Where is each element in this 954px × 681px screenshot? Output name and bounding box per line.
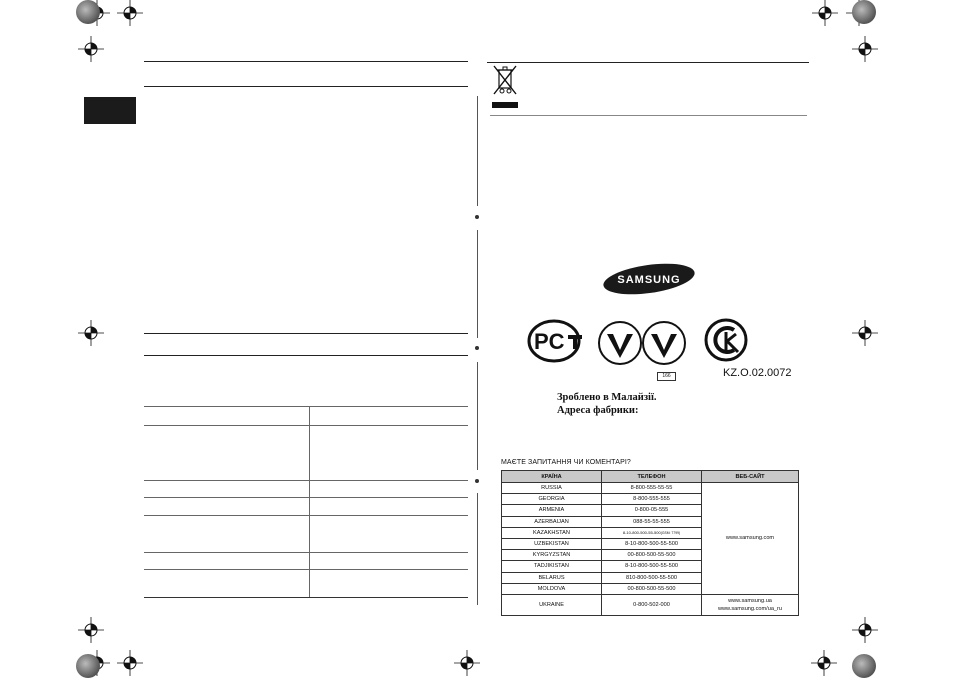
spec-table-rule (144, 406, 468, 407)
country-cell: BELARUS (502, 572, 602, 583)
country-cell: GEORGIA (502, 494, 602, 505)
registration-mark-icon (78, 617, 104, 643)
header-website: ВЕБ-САЙТ (702, 471, 799, 483)
fold-dot (475, 479, 479, 483)
spec-table-rule (144, 425, 468, 426)
registration-mark-icon (811, 650, 837, 676)
phone-cell (602, 550, 702, 561)
ua-cert-icon (597, 320, 689, 366)
country-cell: RUSSIA (502, 483, 602, 494)
left-mid-rule-2 (144, 355, 468, 356)
table-row (502, 483, 799, 494)
website-cell (702, 594, 799, 615)
samsung-logo (602, 263, 696, 295)
phone-cell (602, 583, 702, 594)
left-top-rule (144, 61, 468, 62)
registration-mark-icon (852, 320, 878, 346)
fold-line (477, 96, 478, 206)
spec-table-rule (144, 569, 468, 570)
website-cell: www.samsung.com (702, 483, 799, 595)
fold-dot (475, 215, 479, 219)
spec-table-rule (144, 552, 468, 553)
country-cell: AZERBAIJAN (502, 516, 602, 527)
phone-number: 00-800-500-55-500 (627, 585, 676, 592)
phone-cell (602, 494, 702, 505)
fold-line (477, 230, 478, 338)
phone-number: 810-800-500-55-500 (625, 574, 677, 581)
spec-table-divider (309, 406, 310, 597)
phone-note: (GSM: 7799) (660, 530, 681, 535)
registration-mark-icon (812, 0, 838, 26)
country-cell: UKRAINE (502, 594, 602, 615)
spec-table-rule (144, 480, 468, 481)
color-bar-disc (76, 0, 100, 24)
country-cell: TADJIKISTAN (502, 561, 602, 572)
phone-number: 8-800-555-55-55 (630, 485, 673, 492)
made-in-line: Зроблено в Малайзії. (557, 392, 657, 403)
registration-mark-icon (117, 0, 143, 26)
left-mid-rule (144, 333, 468, 334)
spec-table-rule (144, 597, 468, 598)
website-link: www.samsung.ua (728, 597, 772, 604)
country-cell: MOLDOVA (502, 583, 602, 594)
color-bar-disc (852, 654, 876, 678)
color-bar-disc (852, 0, 876, 24)
right-sub-rule (490, 115, 807, 116)
registration-mark-icon (852, 617, 878, 643)
country-cell: KAZAKHSTAN (502, 527, 602, 538)
country-cell: ARMENIA (502, 505, 602, 516)
fold-line (477, 362, 478, 470)
registration-mark-icon (852, 36, 878, 62)
website-link: www.samsung.com/ua_ru (717, 605, 783, 612)
contact-table (501, 470, 799, 616)
header-country: КРАЇНА (502, 471, 602, 483)
table-row (502, 594, 799, 615)
fold-line (477, 493, 478, 605)
phone-cell (602, 561, 702, 572)
header-phone: ТЕЛЕФОН (602, 471, 702, 483)
phone-number: 0-800-05-555 (634, 507, 669, 514)
phone-cell (602, 516, 702, 527)
svg-text:PC: PC (534, 329, 565, 354)
pct-cert-icon (526, 319, 586, 363)
language-tab (84, 97, 136, 124)
cert-small-mark: 166 (657, 372, 676, 381)
registration-mark-icon (454, 650, 480, 676)
registration-mark-icon (78, 320, 104, 346)
color-bar-disc (76, 654, 100, 678)
contact-question: МАЄТЕ ЗАПИТАННЯ ЧИ КОМЕНТАРІ? (501, 459, 631, 466)
kz-cert-icon (704, 318, 748, 362)
made-in-block (557, 391, 657, 417)
registration-mark-icon (78, 36, 104, 62)
spec-table-rule (144, 515, 468, 516)
phone-cell (602, 505, 702, 516)
phone-cell (602, 483, 702, 494)
fold-dot (475, 346, 479, 350)
cert-number: KZ.O.02.0072 (723, 367, 792, 379)
phone-cell (602, 538, 702, 549)
phone-number: 8-800-555-555 (633, 496, 670, 503)
factory-address-label: Адреса фабрики: (557, 405, 639, 416)
crossed-bin-icon (490, 64, 520, 110)
phone-number: 088-55-55-555 (633, 518, 670, 525)
phone-number: 8-10-800-500-55-500 (625, 563, 678, 570)
phone-cell: 0-800-502-000 (602, 594, 702, 615)
phone-number: 00-800-500-55-500 (627, 552, 676, 559)
left-top-rule-2 (144, 86, 468, 87)
phone-cell (602, 572, 702, 583)
spec-table-rule (144, 497, 468, 498)
registration-mark-icon (117, 650, 143, 676)
phone-number: 8-10-800-500-55-500 (622, 529, 661, 535)
country-cell: KYRGYZSTAN (502, 550, 602, 561)
right-top-rule (487, 62, 809, 63)
phone-number: 8-10-800-500-55-500 (625, 541, 678, 548)
samsung-logo-text: SAMSUNG (617, 274, 681, 286)
phone-cell (602, 527, 702, 538)
country-cell: UZBEKISTAN (502, 538, 602, 549)
